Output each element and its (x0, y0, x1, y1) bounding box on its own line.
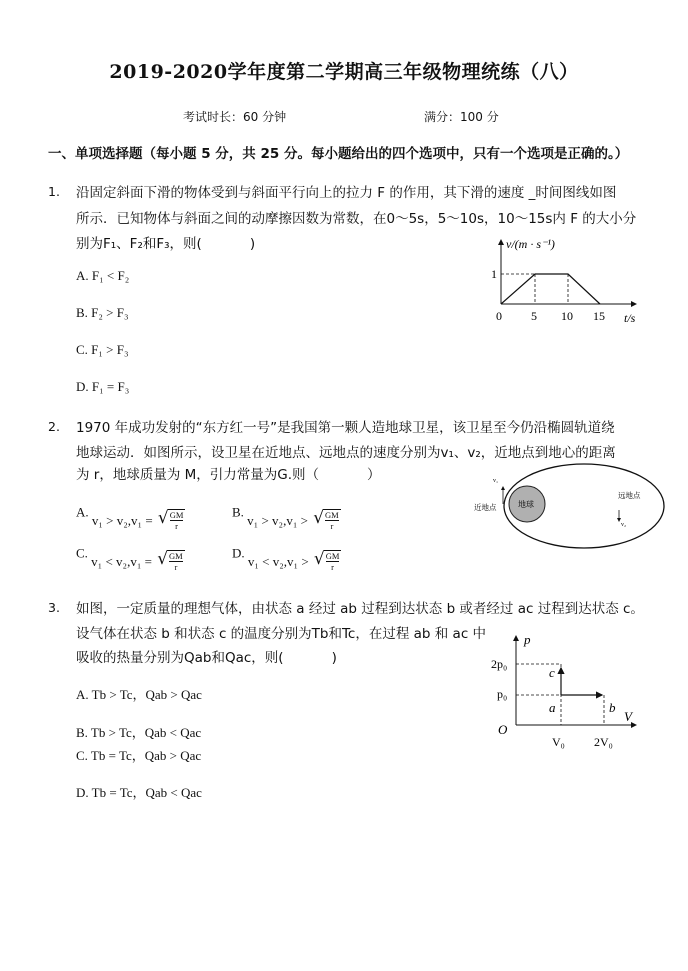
q2-option-d[interactable] (232, 543, 341, 573)
q1-option-d[interactable]: D. F₁ = F₃ (76, 379, 130, 394)
sqrt-gm-over-r: √ $\frac{GM}{r}$ (157, 508, 184, 532)
v2-label: v₂ (621, 522, 627, 528)
q1-velocity-line (501, 274, 600, 304)
q2-option-c-letter: C. (76, 545, 88, 561)
question-2-line-3-text: 为 r，地球质量为 M，引力常量为G.则（ (76, 467, 320, 483)
question-3-line-3-end: ) (331, 650, 337, 666)
question-3-line-3-text: 吸收的热量分别为Qab和Qac，则( (76, 650, 284, 666)
question-1-line-3 (76, 232, 255, 252)
q1-x-label: t/s (624, 311, 636, 325)
section-heading: 一、单项选择题（每小题 5 分，共 25 分。每小题给出的四个选项中，只有一个选项是正确的。） (48, 146, 629, 162)
q1-y-label: v/(m · s⁻¹) (506, 237, 555, 251)
question-3-line-1: 如图，一定质量的理想气体，由状态 a 经过 ab 过程到达状态 b 或者经过 ac 过程到达状态 c。 (76, 601, 644, 617)
q1-x-tick-15: 15 (593, 309, 605, 323)
q1-option-b[interactable]: B. F₂ > F₃ (76, 305, 129, 320)
q3-option-a[interactable]: A. Tb > Tc，Qab > Qac (76, 687, 202, 702)
question-1-number: 1. (48, 184, 60, 199)
q1-x-tick-0: 0 (496, 309, 502, 323)
q3-tick-v0: V₀ (552, 735, 565, 749)
question-2-number: 2. (48, 419, 60, 434)
q2-option-a-expr: v₁ > v₂,v₁ = (91, 512, 153, 528)
question-2-line-1: 1970 年成功发射的“东方红一号”是我国第一颗人造地球卫星，该卫星至今仍沿椭圆轨道绕 (76, 420, 615, 436)
q3-origin-label: O (498, 722, 508, 737)
exam-full-score: 满分：100 分 (424, 110, 499, 124)
q3-tick-2v0: 2V₀ (594, 735, 613, 749)
q1-velocity-time-graph (488, 232, 648, 332)
q2-option-b-letter: B. (232, 504, 244, 520)
perigee-label: 近地点 (474, 503, 497, 512)
q2-option-d-letter: D. (232, 545, 245, 561)
q3-option-c[interactable]: C. Tb = Tc，Qab > Qac (76, 748, 202, 763)
q3-tick-2p0: 2p₀ (491, 657, 508, 671)
q3-point-a: a (549, 700, 556, 715)
q3-point-c: c (549, 665, 555, 680)
q1-x-tick-5: 5 (531, 309, 537, 323)
q1-y-tick-1: 1 (491, 267, 497, 281)
question-3-number: 3. (48, 600, 60, 615)
question-1-line-3-text: 别为F₁、F₂和F₃，则( (76, 236, 202, 252)
q3-v-label: V (624, 709, 632, 724)
question-3-line-2: 设气体在状态 b 和状态 c 的温度分别为Tb和Tc，在过程 ab 和 ac 中 (76, 626, 487, 642)
q2-option-a-letter: A. (76, 504, 89, 520)
question-1-line-2: 所示．已知物体与斜面之间的动摩擦因数为常数，在0～5s，5～10s，10～15s内 F 的大小分 (76, 211, 637, 227)
q3-option-b[interactable]: B. Tb > Tc，Qab < Qac (76, 725, 202, 740)
q2-option-b-expr: v₁ > v₂,v₁ > (247, 512, 308, 528)
sqrt-gm-over-r: √ $\frac{GM}{r}$ (313, 549, 340, 573)
question-2-line-3 (76, 463, 381, 483)
apogee-label: 远地点 (618, 491, 641, 500)
sqrt-gm-over-r: √ $\frac{GM}{r}$ (157, 549, 183, 573)
question-2-line-3-end: ） (367, 467, 381, 483)
paper-title: 2019-2020学年度第二学期高三年级物理统练（八） (109, 61, 579, 83)
q3-tick-p0: p₀ (497, 687, 508, 701)
q3-option-d[interactable]: D. Tb = Tc，Qab < Qac (76, 785, 202, 800)
question-2-line-2: 地球运动．如图所示，设卫星在近地点、远地点的速度分别为v₁、v₂，近地点到地心的距离 (76, 445, 616, 461)
question-1-line-3-end: ) (249, 236, 256, 252)
sqrt-gm-over-r: √ $\frac{GM}{r}$ (313, 508, 339, 532)
exam-duration: 考试时长：60 分钟 (183, 110, 287, 124)
q3-p-label: p (524, 632, 531, 647)
q2-option-a[interactable] (76, 502, 185, 532)
q2-orbit-diagram (472, 458, 678, 558)
question-1-line-1: 沿固定斜面下滑的物体受到与斜面平行向上的拉力 F 的作用，其下滑的速度 _时间图线如图 (76, 185, 617, 201)
q2-option-c[interactable] (76, 543, 185, 573)
v1-label: v₁ (493, 478, 499, 484)
q1-option-c[interactable]: C. F₁ > F₃ (76, 342, 129, 357)
q2-option-b[interactable] (232, 502, 341, 532)
q3-pressure-volume-graph (486, 628, 646, 750)
q3-point-b: b (609, 700, 616, 715)
q2-option-d-expr: v₁ < v₂,v₁ > (247, 553, 309, 569)
earth-label: 地球 (518, 500, 534, 509)
q2-option-c-expr: v₁ < v₂,v₁ = (91, 553, 152, 569)
q1-x-tick-10: 10 (561, 309, 573, 323)
q1-option-a[interactable]: A. F₁ < F₂ (76, 268, 130, 283)
question-3-line-3 (76, 646, 337, 666)
